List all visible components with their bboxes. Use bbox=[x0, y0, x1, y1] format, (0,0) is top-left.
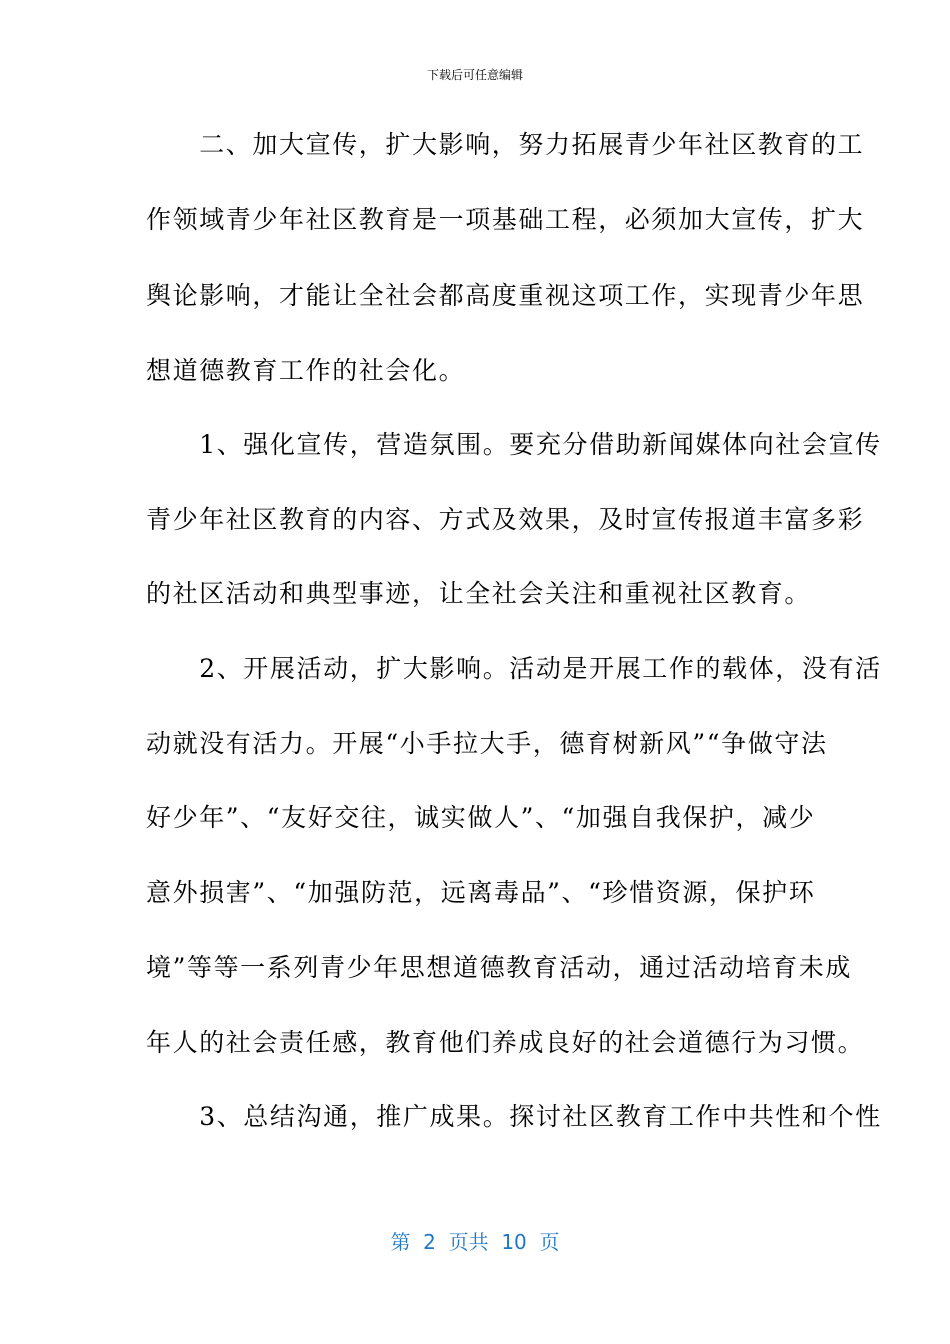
text-line: 2、开展活动，扩大影响。活动是开展工作的载体，没有活 bbox=[146, 654, 882, 683]
text-line: 二、加大宣传，扩大影响，努力拓展青少年社区教育的工 bbox=[146, 130, 865, 159]
text-line: 1、强化宣传，营造氛围。要充分借助新闻媒体向社会宣传 bbox=[146, 430, 882, 459]
text-line: 动就没有活力。开展“小手拉大手，德育树新风”“争做守法 bbox=[146, 729, 828, 758]
header-note: 下载后可任意编辑 bbox=[426, 68, 523, 82]
text-line: 作领域青少年社区教育是一项基础工程，必须加大宣传，扩大 bbox=[146, 205, 865, 234]
text-line: 意外损害”、“加强防范，远离毒品”、“珍惜资源，保护环 bbox=[146, 878, 816, 907]
text-line: 年人的社会责任感，教育他们养成良好的社会道德行为习惯。 bbox=[146, 1028, 865, 1057]
text-line: 舆论影响，才能让全社会都高度重视这项工作，实现青少年思 bbox=[146, 281, 865, 310]
text-line: 好少年”、“友好交往，诚实做人”、“加强自我保护，减少 bbox=[146, 803, 816, 832]
text-line: 3、总结沟通，推广成果。探讨社区教育工作中共性和个性 bbox=[146, 1102, 882, 1131]
text-line: 的社区活动和典型事迹，让全社会关注和重视社区教育。 bbox=[146, 579, 812, 608]
text-line: 想道德教育工作的社会化。 bbox=[146, 356, 466, 385]
page-number-footer: 第 2 页共 10 页 bbox=[390, 1230, 560, 1254]
text-line: 境”等等一系列青少年思想道德教育活动，通过活动培育未成 bbox=[146, 953, 852, 982]
text-line: 青少年社区教育的内容、方式及效果，及时宣传报道丰富多彩 bbox=[146, 505, 865, 534]
